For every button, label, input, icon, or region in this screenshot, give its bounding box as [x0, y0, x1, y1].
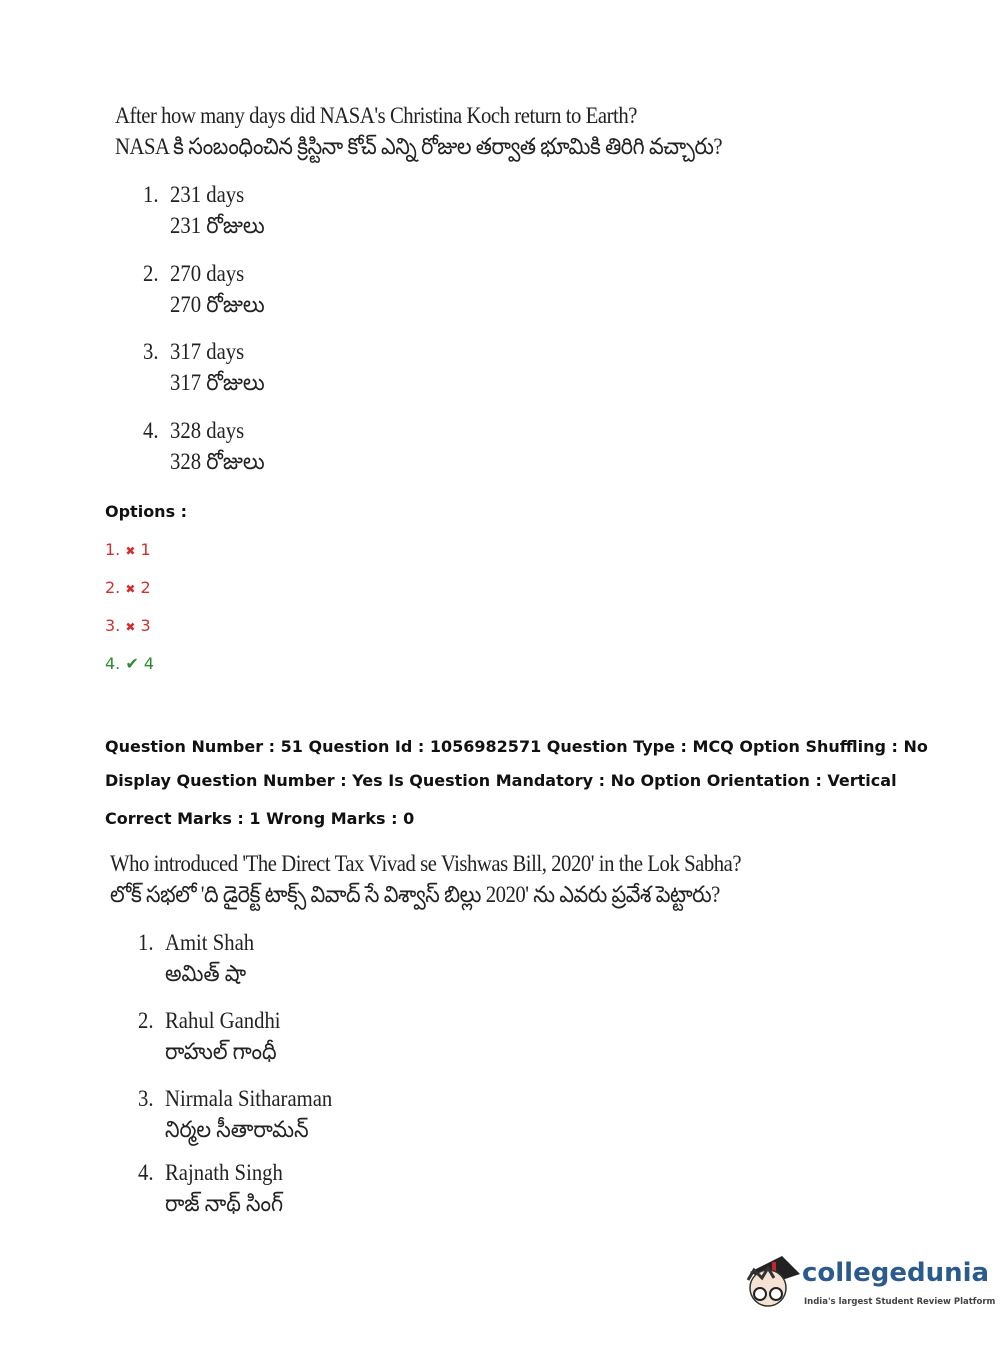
option-number: 3. [138, 1086, 154, 1111]
cross-icon: ✖ [125, 582, 136, 596]
question-text-te: NASA కి సంబంధించిన క్రిస్టినా కోచ్ ఎన్ని రోజుల తర్వాత భూమికి తిరిగి వచ్చారు? [115, 134, 723, 159]
option-te: 317 రోజులు [170, 370, 265, 395]
question-2 [110, 848, 741, 910]
question-meta-line-2: Display Question Number : Yes Is Question Mandatory : No Option Orientation : Vertical [105, 771, 897, 790]
option-en: 317 days [170, 339, 245, 364]
answer-value: 2 [140, 578, 151, 597]
option-number: 4. [138, 1160, 154, 1185]
logo-brand: collegedunia [802, 1258, 990, 1288]
question-meta-line-3: Correct Marks : 1 Wrong Marks : 0 [105, 809, 415, 828]
option-en: Rahul Gandhi [165, 1008, 281, 1033]
question-meta-line-1: Question Number : 51 Question Id : 1056982571 Question Type : MCQ Option Shuffling : No [105, 737, 928, 756]
option-te: 231 రోజులు [170, 213, 265, 238]
option-te: నిర్మల సీతారామన్ [165, 1117, 309, 1142]
option-number: 1. [138, 930, 154, 955]
q1-option-3 [143, 336, 265, 398]
question-text-en: After how many days did NASA's Christina Koch return to Earth? [115, 103, 637, 128]
option-en: Rajnath Singh [165, 1160, 283, 1185]
option-te: అమిత్ షా [165, 961, 247, 986]
q2-option-1 [138, 927, 254, 989]
answer-row-4 [105, 654, 154, 673]
q1-option-4 [143, 415, 265, 477]
option-en: 231 days [170, 182, 245, 207]
option-en: Amit Shah [165, 930, 255, 955]
option-te: రాహుల్ గాంధీ [165, 1039, 277, 1064]
option-number: 1. [143, 182, 159, 207]
cross-icon: ✖ [125, 620, 136, 634]
answer-value: 1 [140, 540, 151, 559]
answer-row-3 [105, 616, 151, 635]
option-number: 2. [138, 1008, 154, 1033]
q2-option-2 [138, 1005, 281, 1067]
check-icon: ✔ [125, 654, 139, 673]
option-number: 3. [143, 339, 159, 364]
answer-row-1 [105, 540, 151, 559]
answer-number: 3. [105, 616, 121, 635]
answer-value: 4 [143, 654, 155, 673]
options-label: Options : [105, 502, 188, 521]
q2-option-3 [138, 1083, 332, 1145]
q2-option-4 [138, 1157, 283, 1219]
q1-option-1 [143, 179, 265, 241]
option-en: 328 days [170, 418, 245, 443]
question-text-te: లోక్ సభలో 'ది డైరెక్ట్ టాక్స్ వివాద్ సే విశ్వాస్ బిల్లు 2020' ను ఎవరు ప్రవేశ పెట్టారు? [110, 882, 720, 907]
collegedunia-logo [742, 1250, 996, 1320]
option-te: రాజ్ నాథ్ సింగ్ [165, 1191, 284, 1216]
option-en: Nirmala Sitharaman [165, 1086, 333, 1111]
option-te: 270 రోజులు [170, 292, 265, 317]
option-number: 2. [143, 261, 159, 286]
q1-option-2 [143, 258, 265, 320]
option-en: 270 days [170, 261, 245, 286]
mascot-icon [742, 1250, 802, 1320]
answer-number: 2. [105, 578, 121, 597]
cross-icon: ✖ [125, 544, 136, 558]
logo-tagline: India's largest Student Review Platform [804, 1297, 996, 1307]
answer-number: 4. [105, 654, 121, 673]
question-text-en: Who introduced 'The Direct Tax Vivad se Vishwas Bill, 2020' in the Lok Sabha? [110, 851, 742, 876]
option-number: 4. [143, 418, 159, 443]
answer-value: 3 [140, 616, 151, 635]
answer-number: 1. [105, 540, 121, 559]
question-1 [115, 100, 722, 162]
answer-row-2 [105, 578, 151, 597]
option-te: 328 రోజులు [170, 449, 265, 474]
